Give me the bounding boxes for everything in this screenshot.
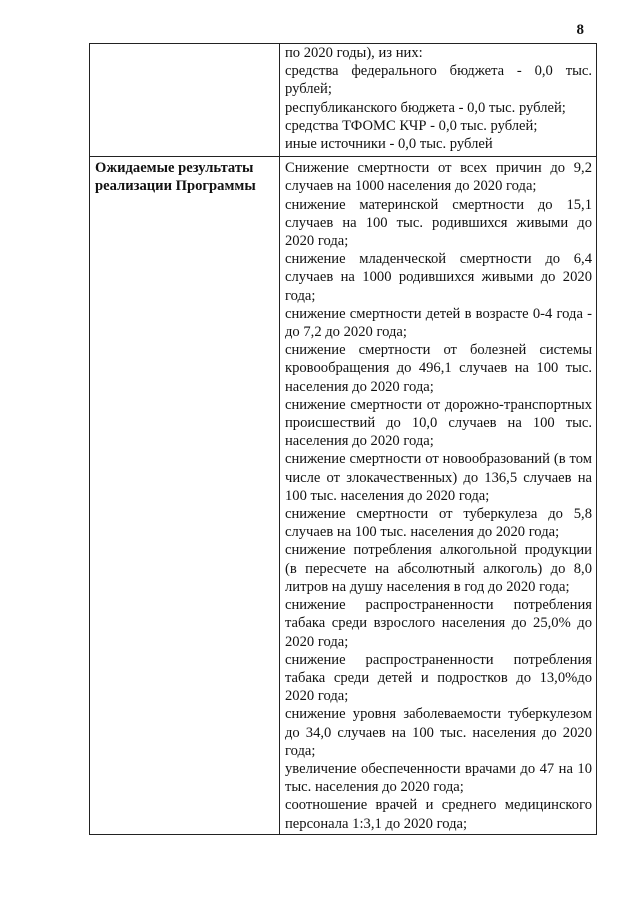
results-value-cell <box>280 157 597 835</box>
result-item: снижение потребления алкогольной продукции (в пересчете на абсолютный алкоголь) до 8,0 литров на душу населения в год до 2020 года; <box>285 542 592 595</box>
funding-item: по 2020 годы), из них: <box>285 45 423 61</box>
funding-label-cell <box>90 44 280 157</box>
funding-item: республиканского бюджета - 0,0 тыс. рублей; <box>285 99 566 116</box>
result-item: снижение смертности от болезней системы кровообращения до 496,1 случаев на 100 тыс. населения до 2020 года; <box>285 342 592 395</box>
result-item: снижение смертности детей в возрасте 0-4 года - до 7,2 до 2020 года; <box>285 305 592 341</box>
result-item: снижение материнской смертности до 15,1 случаев на 100 тыс. родившихся живыми до 2020 года; <box>285 196 592 250</box>
funding-item: средства федерального бюджета - 0,0 тыс. рублей; <box>285 63 592 98</box>
result-item: снижение младенческой смертности до 6,4 случаев на 1000 родившихся живыми до 2020 года; <box>285 251 592 304</box>
result-item: снижение смертности от дорожно-транспортных происшествий до 10,0 случаев на 100 тыс. населения до 2020 года; <box>285 396 592 450</box>
result-item: снижение распространенности потребления табака среди детей и подростков до 13,0%до 2020 года; <box>285 651 592 705</box>
funding-item: средства ТФОМС КЧР - 0,0 тыс. рублей; <box>285 117 538 134</box>
funding-value-cell <box>280 44 597 157</box>
result-item: увеличение обеспеченности врачами до 47 на 10 тыс. населения до 2020 года; <box>285 760 592 796</box>
results-label: Ожидаемые результаты реализации Программы <box>95 160 256 195</box>
results-label-cell <box>90 157 280 835</box>
page-number: 8 <box>576 22 584 38</box>
program-passport-table <box>89 43 597 835</box>
table-row-results <box>90 157 597 835</box>
result-item: снижение распространенности потребления табака среди взрослого населения до 25,0% до 2020 года; <box>285 597 592 650</box>
result-item: снижение уровня заболеваемости туберкулезом до 34,0 случаев на 100 тыс. населения до 2020 года; <box>285 706 592 759</box>
table-row-funding <box>90 44 597 157</box>
result-item: соотношение врачей и среднего медицинского персонала 1:3,1 до 2020 года; <box>285 797 592 832</box>
result-item: Снижение смертности от всех причин до 9,2 случаев на 1000 населения до 2020 года; <box>285 160 592 195</box>
funding-item: иные источники - 0,0 тыс. рублей <box>285 136 493 153</box>
result-item: снижение смертности от новообразований (в том числе от злокачественных) до 136,5 случаев на 100 тыс. населения до 2020 года; <box>285 451 592 504</box>
result-item: снижение смертности от туберкулеза до 5,8 случаев на 100 тыс. населения до 2020 года; <box>285 506 592 541</box>
